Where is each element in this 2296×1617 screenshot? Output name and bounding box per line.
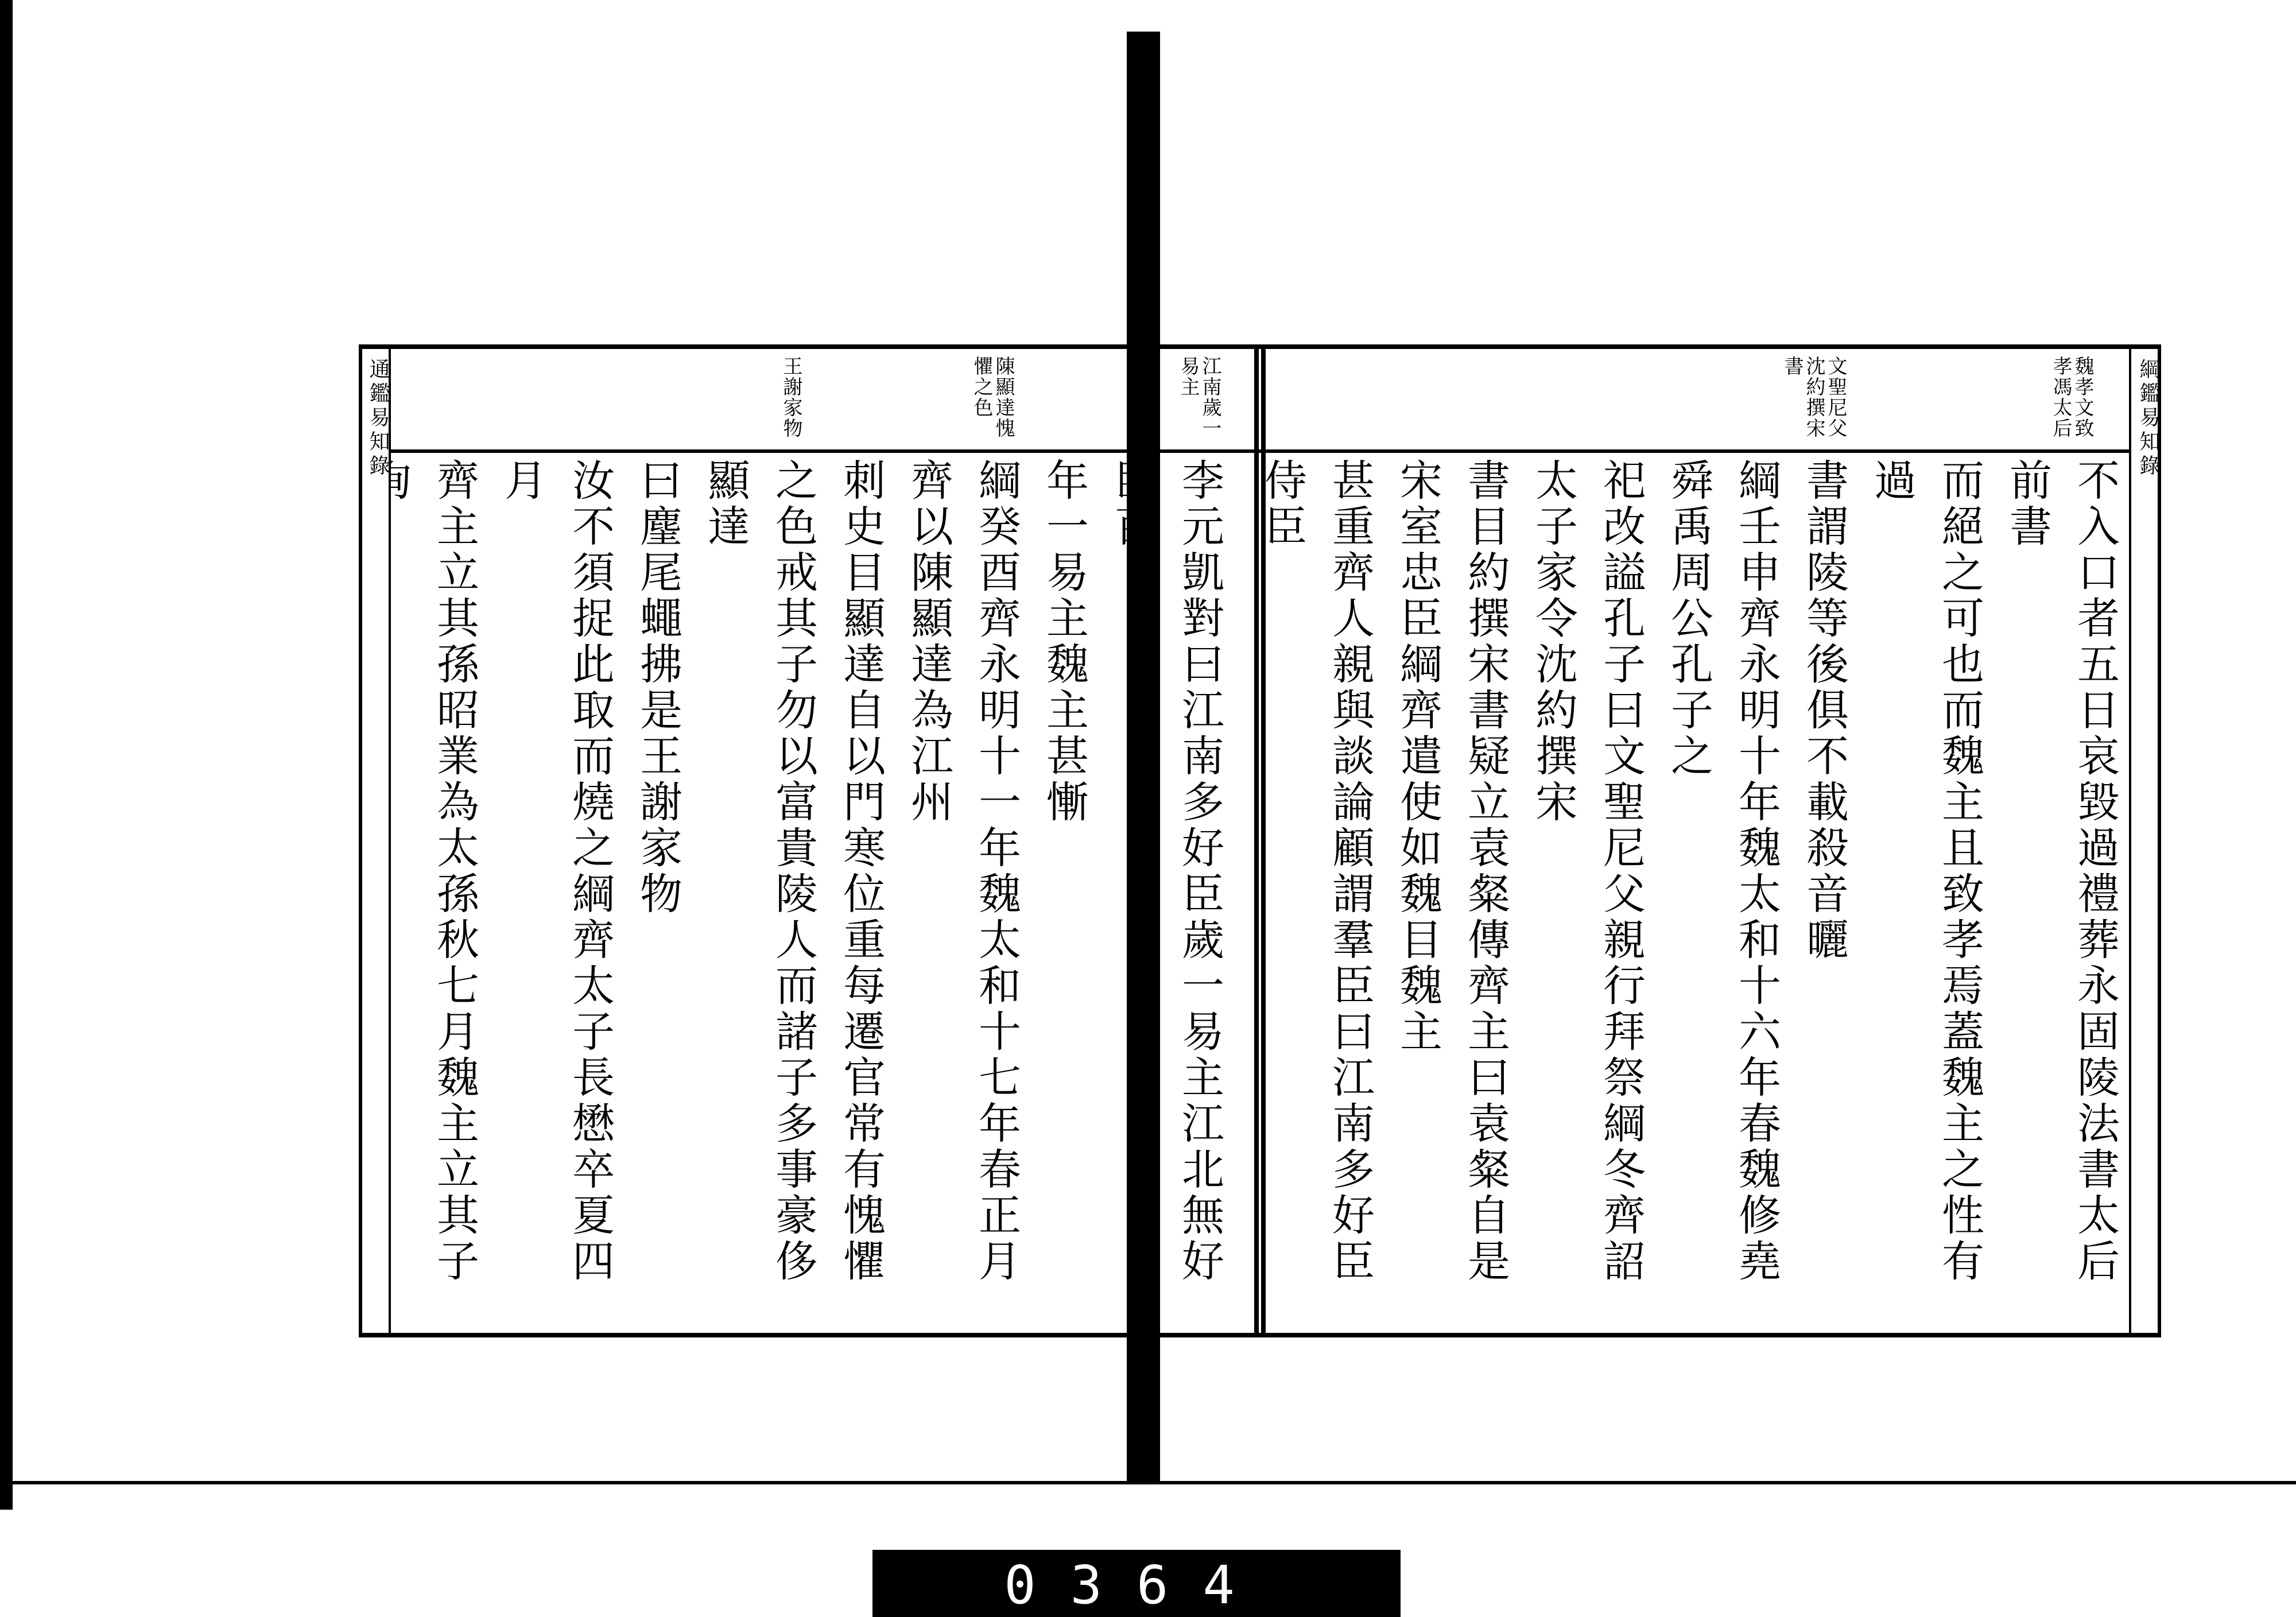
text-line: 書謂陵等後俱不載殺音曬 [1799,458,1849,963]
right-page [1254,344,2161,1337]
annotation-band [363,349,1261,453]
marginal-note: 魏孝文致孝馮太后 [2049,356,2094,439]
page-margin-column [362,349,391,1333]
text-line: 汝不須捉此取而燒之綱齊太子長懋卒夏四月 [498,458,615,1285]
text-line: 曰麈尾蠅拂是王謝家物 [633,458,682,917]
text-line: 書目約撰宋書疑立袁粲傳齊主曰袁粲自是宋室忠臣綱齊遣使如魏目魏主 [1393,458,1510,1285]
text-line: 李元凱對曰江南多好臣歲一易主江北無好臣百 [1107,458,1224,1285]
marginal-note: 文聖尼父沈約撰宋書 [1781,356,1847,439]
book-title: 通鑑易知錄 [366,358,390,479]
book-title: 綱鑑易知錄 [2136,358,2160,479]
text-line: 綱癸酉齊永明十一年魏太和十七年春正月齊以陳顯達為江州 [904,458,1021,1285]
marginal-note: 陳顯達愧懼之色 [970,356,1015,439]
text-line: 之色戒其子勿以富貴陵人而諸子多事豪侈顯達 [701,458,818,1285]
scan-bottom-edge [0,1481,2296,1484]
main-text [374,458,1234,1325]
text-line: 刺史目顯達自以門寒位重每遷官常有愧懼 [836,458,886,1285]
text-line: 不入口者五日哀毀過禮葬永固陵法書太后前書 [2003,458,2120,1285]
frame-number: 0364 [1004,1554,1269,1616]
left-page [359,344,1266,1337]
frame-counter-stamp [872,1550,1401,1617]
marginal-note: 江南歲一易主 [1177,356,1221,439]
text-line: 甚重齊人親與談論顧謂羣臣曰江南多好臣侍臣 [1258,458,1375,1285]
page-margin-column [2129,349,2158,1333]
text-line: 年一易主魏主甚慚 [1040,458,1089,825]
main-text [1258,458,2129,1325]
text-line: 祀改謚孔子曰文聖尼父親行拜祭綱冬齊詔太子家令沈約撰宋 [1529,458,1646,1285]
scan-edge [0,0,13,1510]
text-line: 而絕之可也而魏主且致孝焉蓋魏主之性有過 [1867,458,1984,1285]
annotation-band [1259,349,2157,453]
marginal-note: 王謝家物 [779,356,802,439]
text-line: 齊主立其孫昭業為太孫秋七月魏主立其子 [430,458,479,1285]
text-line: 綱壬申齊永明十年魏太和十六年春魏修堯舜禹周公孔子之 [1664,458,1781,1285]
